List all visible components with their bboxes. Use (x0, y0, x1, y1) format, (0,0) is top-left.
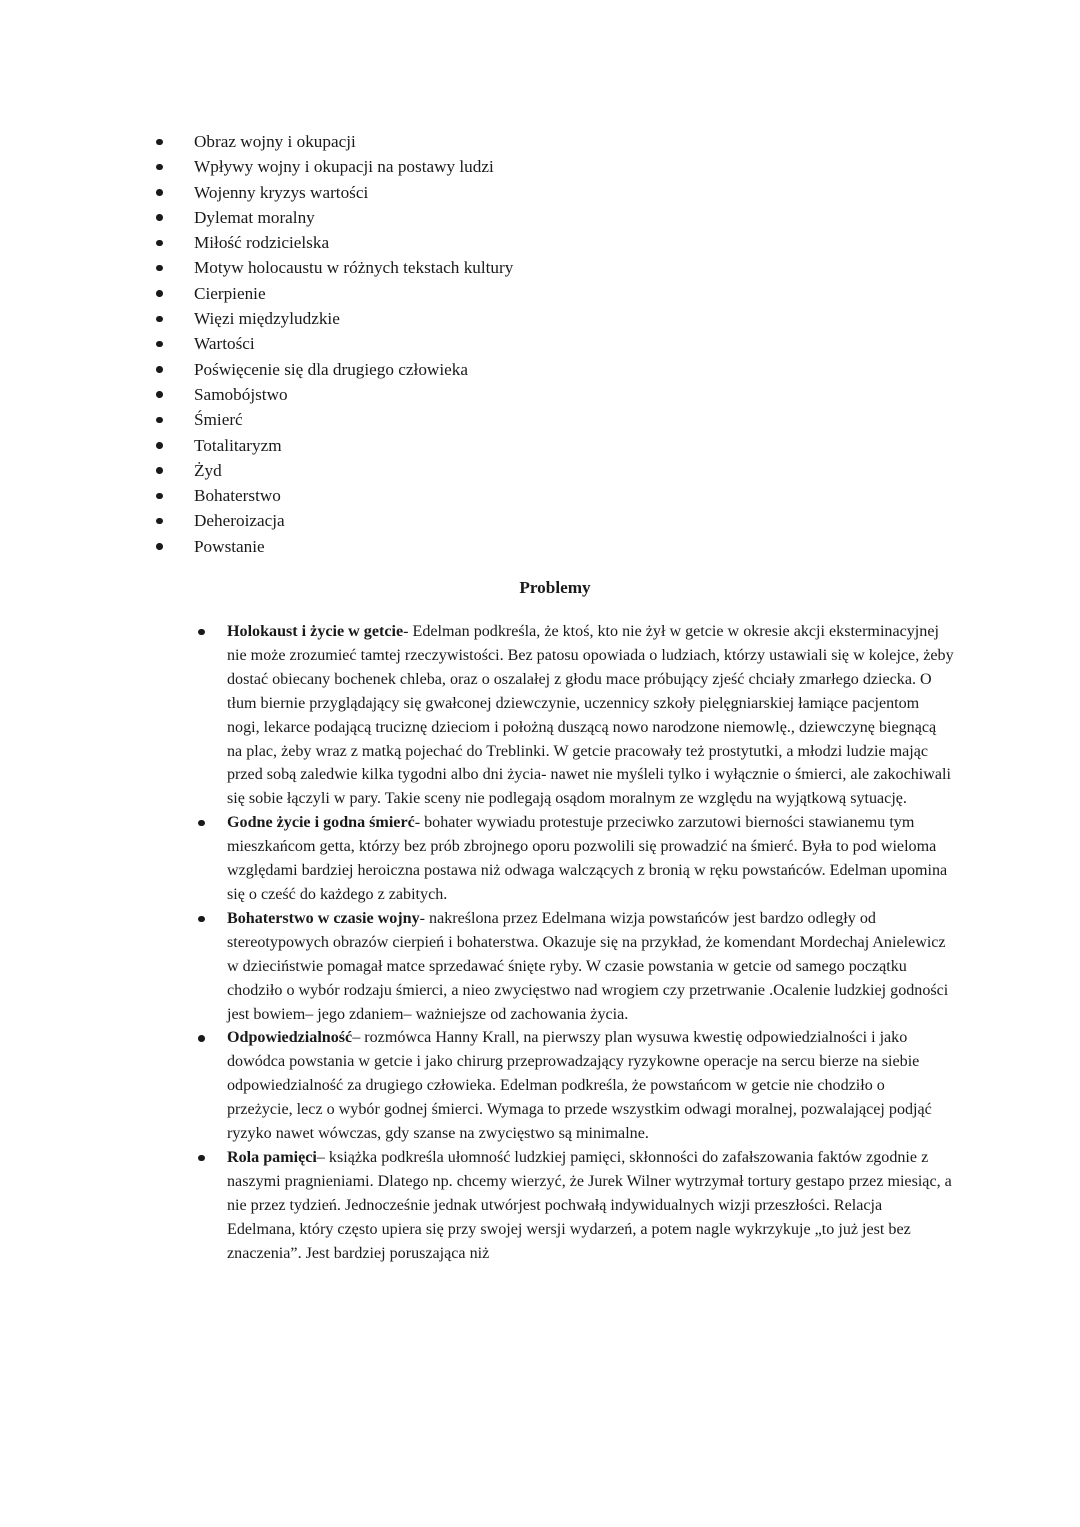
topic-item (150, 154, 513, 179)
problem-text: – książka podkreśla ułomność ludzkiej pamięci, skłonności do zafałszowania faktów zgodnie z naszymi pragnieniami. Dlatego np. chcemy wierzyć, że Jurek Wilner wytrzymał tortury gestapo przez miesiąc, a nie przez tydzień. Jednocześnie jednak utwórjest pochwałą indywidualnych wizji przeszłości. Relacja Edelmana, który często upiera się przy swojej wersji wydarzeń, a potem nagle wykrzykuje „to już jest bez znaczenia”. Jest bardziej poruszająca niż (227, 1148, 952, 1262)
topic-item (150, 357, 513, 382)
bullet-icon (156, 543, 163, 550)
topic-label: Motyw holocaustu w różnych tekstach kultury (194, 258, 514, 278)
bullet-icon (156, 164, 163, 171)
bullet-icon (156, 493, 163, 500)
topic-label: Cierpienie (194, 283, 266, 303)
problem-text: – rozmówca Hanny Krall, na pierwszy plan wysuwa kwestię odpowiedzialności i jako dowódca powstania w getcie i jako chirurg przeprowadzający ryzykowne operacje na sercu bierze na siebie odpowiedzialność za drugiego człowieka. Edelman podkreśla, że powstańcom w getcie nie chodziło o przeżycie, lecz o wybór godnej śmierci. Wymaga to przede wszystkim odwagi moralnej, pozwalającej podjąć ryzyko nawet wówczas, gdy szanse na zwycięstwo są minimalne. (227, 1029, 932, 1143)
topic-label: Wpływy wojny i okupacji na postawy ludzi (194, 157, 494, 177)
topic-label: Bohaterstwo (194, 486, 281, 506)
bullet-icon (198, 1035, 205, 1042)
problem-text: - bohater wywiadu protestuje przeciwko zarzutowi bierności stawianemu tym mieszkańcom getta, którzy bez prób zbrojnego oporu pozwolili się prowadzić na śmierć. Była to pod wieloma względami bardziej heroiczna postawa niż odwaga walczących z bronią w ręku powstańców. Edelman upomina się o cześć do każdego z zabitych. (227, 814, 948, 903)
problems-heading: Problemy (519, 578, 591, 597)
topic-item (150, 281, 513, 306)
bullet-icon (156, 290, 163, 297)
bullet-icon (156, 139, 163, 146)
problem-term: Holokaust i życie w getcie (227, 623, 404, 640)
topic-label: Więzi międzyludzkie (194, 309, 340, 329)
topic-item (150, 306, 513, 331)
topic-label: Dylemat moralny (194, 207, 315, 227)
problem-term: Godne życie i godna śmierć (227, 814, 415, 832)
bullet-icon (156, 518, 163, 525)
problems-list (194, 620, 954, 1265)
topic-item (150, 230, 513, 255)
bullet-icon (198, 629, 205, 636)
topic-item (150, 331, 513, 356)
bullet-icon (198, 1155, 205, 1162)
bullet-icon (198, 916, 205, 923)
problem-item (194, 811, 954, 907)
bullet-icon (156, 189, 163, 196)
bullet-icon (156, 442, 163, 449)
topic-item (150, 534, 513, 559)
topic-item (150, 407, 513, 432)
topic-item (150, 129, 513, 154)
topic-label: Powstanie (194, 536, 265, 556)
topic-item (150, 382, 513, 407)
problem-text: - nakreślona przez Edelmana wizja powstańców jest bardzo odległy od stereotypowych obrazów cierpień i bohaterstwa. Okazuje się na przykład, że komendant Mordechaj Anielewicz w dzieciństwie pomagał matce sprzedawać śnięte ryby. W czasie powstania w getcie od samego początku chodziło o wybór rodzaju śmierci, a nieo zwycięstwo nad wrogiem czy przetrwanie .Ocalenie ludzkiej godności jest bowiem– jego zdaniem– ważniejsze od zachowania życia. (227, 909, 949, 1023)
topics-list (150, 129, 513, 559)
topic-item (150, 508, 513, 533)
topic-label: Śmierć (194, 410, 243, 430)
bullet-icon (156, 467, 163, 474)
problem-item (194, 1146, 954, 1266)
topic-label: Samobójstwo (194, 384, 288, 404)
topic-item (150, 205, 513, 230)
topic-label: Totalitaryzm (194, 435, 282, 455)
bullet-icon (156, 391, 163, 398)
problem-item (194, 907, 954, 1027)
problem-term: Bohaterstwo w czasie wojny (227, 909, 420, 927)
topic-item (150, 255, 513, 280)
topic-label: Miłość rodzicielska (194, 233, 330, 253)
topic-label: Żyd (194, 460, 222, 480)
bullet-icon (156, 417, 163, 424)
bullet-icon (198, 820, 205, 827)
topic-label: Deheroizacja (194, 511, 285, 531)
bullet-icon (156, 341, 163, 348)
problem-term: Odpowiedzialność (227, 1029, 353, 1047)
topic-item (150, 458, 513, 483)
bullet-icon (156, 366, 163, 373)
bullet-icon (156, 214, 163, 221)
bullet-icon (156, 240, 163, 247)
problem-item (194, 1026, 954, 1146)
topic-label: Wartości (194, 334, 255, 354)
topic-label: Obraz wojny i okupacji (194, 132, 356, 151)
problem-text: - Edelman podkreśla, że ktoś, kto nie żył w getcie w okresie akcji eksterminacyjnej nie może zrozumieć tamtej rzeczywistości. Bez patosu opowiada o ludziach, którzy ustawiali się w kolejce, żeby dostać obiecany bochenek chleba, oraz o oszalałej z głodu mace próbujący zjeść chciały zmarłego dziecka. O tłum biernie przyglądający się gwałconej dziewczynie, uczennicy szkoły pielęgniarskiej łamiące pacjentom nogi, lekarce podającą truciznę dzieciom i położną duszącą nowo narodzone niemowlę., dziewczynę biegnącą na plac, żeby wraz z matką pojechać do Treblinki. W getcie pracowały też prostytutki, a młodzi ludzie mając przed sobą zaledwie kilka tygodni albo dni życia- nawet nie myśleli tylko i wyłącznie o śmierci, ale zakochiwali się sobie łączyli w pary. Takie sceny nie podlegają osądom moralnym ze względu na wyjątkową sytuację. (227, 623, 954, 808)
topic-item (150, 433, 513, 458)
topic-item (150, 483, 513, 508)
topic-label: Wojenny kryzys wartości (194, 182, 369, 202)
topic-label: Poświęcenie się dla drugiego człowieka (194, 359, 468, 379)
problem-term: Rola pamięci (227, 1148, 317, 1166)
bullet-icon (156, 316, 163, 323)
topic-item (150, 180, 513, 205)
bullet-icon (156, 265, 163, 272)
problem-item (194, 620, 954, 811)
